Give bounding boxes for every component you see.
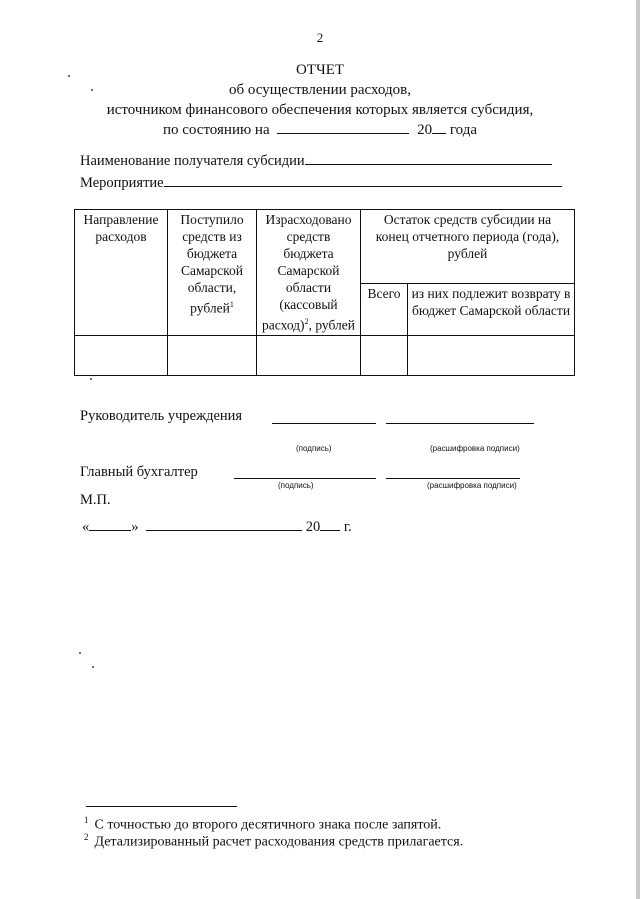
head-decode-caption: (расшифровка подписи) (430, 444, 520, 453)
event-label: Мероприятие (80, 175, 164, 191)
header-received: Поступило средств из бюджета Самарской области, рублей$^1$ (168, 210, 257, 336)
accountant-decode-caption: (расшифровка подписи) (427, 481, 517, 490)
footnote-2: $^2$ Детализированный расчет расходования средств прилагается. (84, 832, 464, 850)
date-day-field[interactable] (89, 517, 131, 531)
title-line-1: об осуществлении расходов, (229, 82, 411, 98)
cell-direction[interactable] (75, 335, 168, 375)
as-of-year: 20 (417, 122, 433, 138)
head-signature-caption: (подпись) (296, 444, 332, 453)
head-signature-line[interactable] (272, 423, 376, 424)
cell-balance-return[interactable] (408, 335, 575, 375)
accountant-signature-caption: (подпись) (278, 481, 314, 490)
title-heading: ОТЧЕТ (295, 62, 345, 78)
scan-speck (79, 652, 81, 654)
page-number: 2 (316, 30, 324, 45)
expenses-table (74, 209, 575, 376)
as-of-year-field[interactable] (432, 120, 446, 134)
recipient-label: Наименование получателя субсидии (80, 153, 305, 169)
cell-spent[interactable] (257, 335, 361, 375)
as-of-year-suffix: года (449, 122, 478, 138)
cell-balance-total[interactable] (361, 335, 408, 375)
header-balance: Остаток средств субсидии на конец отчетного периода (года), рублей (361, 210, 575, 284)
title-line-2: источником финансового обеспечения которых является субсидия, (106, 102, 534, 118)
header-direction: Направление расходов (75, 210, 168, 336)
accountant-signature-line[interactable] (234, 478, 376, 479)
date-year: 20 (305, 519, 321, 535)
event-field[interactable] (164, 172, 562, 187)
report-title (0, 60, 640, 140)
date-year-field[interactable] (320, 517, 340, 531)
footnote-separator (86, 806, 237, 807)
date-row: « » 20 г. (82, 519, 352, 535)
cell-received[interactable] (168, 335, 257, 375)
recipient-field[interactable] (305, 150, 552, 165)
header-balance-return: из них подлежит возврату в бюджет Самарской области (408, 284, 575, 335)
stamp-label: М.П. (80, 492, 111, 508)
scan-speck (92, 666, 94, 668)
title-line-3 (0, 120, 640, 140)
accountant-decode-line[interactable] (386, 478, 520, 479)
header-balance-total: Всего (361, 284, 408, 335)
header-spent: Израсходовано средств бюджета Самарской области (кассовый расход)$^2$, рублей (257, 210, 361, 336)
head-label: Руководитель учреждения (80, 408, 243, 424)
event-row (80, 172, 562, 192)
scan-speck (90, 378, 92, 380)
date-suffix: г. (343, 519, 352, 535)
footnote-1: $^1$ С точностью до второго десятичного знака после запятой. (84, 815, 442, 833)
as-of-date-field[interactable] (277, 120, 409, 134)
head-decode-line[interactable] (386, 423, 534, 424)
recipient-row (80, 150, 552, 170)
date-month-field[interactable] (146, 517, 302, 531)
as-of-label: по состоянию на (162, 122, 270, 138)
accountant-label: Главный бухгалтер (80, 464, 198, 480)
